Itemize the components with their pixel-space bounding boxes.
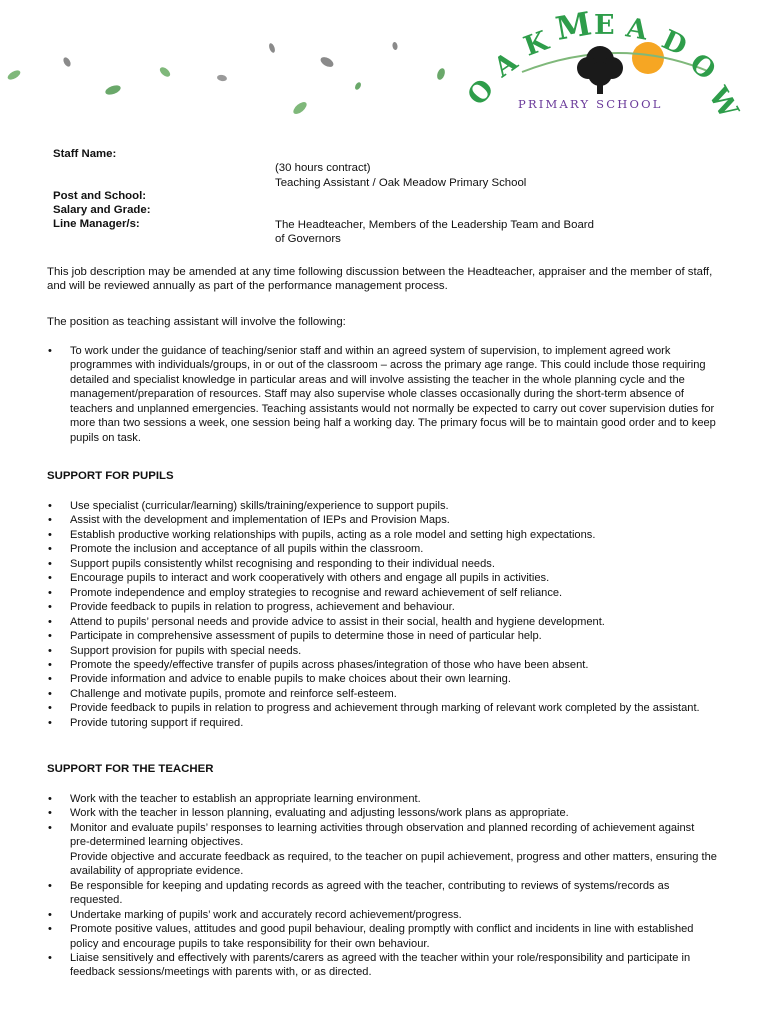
list-item-text: Work with the teacher in lesson planning, evaluating and adjusting lessons/work plans as appropriate.	[70, 807, 569, 820]
list-item-text: Promote the speedy/effective transfer of pupils across phases/integration of those who have been absent.	[70, 658, 589, 671]
pupils-support-list	[47, 499, 717, 730]
list-item: • Attend to pupils’ personal needs and provide advice to assist in their social, health and hygiene development.	[48, 615, 605, 628]
list-item: • Use specialist (curricular/learning) skills/training/experience to support pupils.	[48, 500, 449, 512]
list-item-text: Establish productive working relationships with pupils, acting as a role model and setting high expectations.	[70, 528, 596, 541]
list-item-text: Provide tutoring support if required.	[70, 716, 244, 729]
list-item: • Work with the teacher in lesson planning, evaluating and adjusting lessons/work plans as appropriate.	[48, 807, 569, 820]
list-item: • Support pupils consistently whilst recognising and responding to their individual needs.	[48, 557, 495, 570]
line-manager-label: Line Manager/s:	[53, 218, 140, 230]
post-label: Post and School:	[53, 190, 147, 202]
line-manager-value: The Headteacher, Members of the Leadership Team and Board	[275, 219, 594, 231]
contract-hours: (30 hours contract)	[275, 162, 371, 174]
staff-name-label: Staff Name:	[53, 148, 117, 160]
leaf-icon	[104, 84, 122, 97]
list-item-text: Use specialist (curricular/learning) skills/training/experience to support pupils.	[70, 500, 449, 512]
list-item: • Promote the inclusion and acceptance of all pupils within the classroom.	[48, 543, 424, 556]
leaf-icon	[158, 65, 172, 78]
list-item-text: Provide feedback to pupils in relation to progress and achievement through marking of relevant work completed by the assistant.	[70, 702, 700, 715]
list-item: • Be responsible for keeping and updating records as agreed with the teacher, contributing to reviews of systems/records as requested.	[48, 879, 670, 907]
list-item: • Monitor and evaluate pupils’ responses to learning activities through observation and planned recording of achievement against pre-determined learning objectives. Provide objective and accurate feedback as required, to the teacher on pupil achievement, progress and other matters, ensuring the availability of appropriate evidence.	[48, 821, 717, 878]
overview-list	[47, 344, 717, 445]
list-item: • Undertake marking of pupils’ work and accurately record achievement/progress.	[48, 908, 462, 921]
list-item-text: Support pupils consistently whilst recognising and responding to their individual needs.	[70, 557, 495, 570]
leaves-decoration	[0, 0, 470, 130]
list-item-text: Promote independence and employ strategies to recognise and reward achievement of self reliance.	[70, 586, 563, 599]
logo-letter: M	[552, 4, 595, 48]
list-item-text: Assist with the development and implementation of IEPs and Provision Maps.	[70, 514, 450, 527]
list-item-text: Be responsible for keeping and updating records as agreed with the teacher, contributing to reviews of systems/records as requested.	[70, 879, 670, 907]
intro-paragraph: This job description may be amended at any time following discussion between the Headteacher, appraiser and the member of staff, and will be reviewed annually as part of the performance management process.	[47, 266, 713, 293]
logo-letter: A	[488, 46, 524, 84]
section-heading-pupils: SUPPORT FOR PUPILS	[47, 470, 174, 482]
line-manager-value-cont: of Governors	[275, 233, 341, 245]
list-item-text: Provide feedback to pupils in relation to progress, achievement and behaviour.	[70, 601, 455, 614]
list-item-text: Participate in comprehensive assessment of pupils to determine those in need of particular help.	[70, 630, 542, 643]
list-item-continuation: Provide objective and accurate feedback as required, to the teacher on pupil achievement, progress and other matters, ensuring the availability of appropriate evidence.	[70, 850, 717, 878]
list-item: • Encourage pupils to interact and work cooperatively with others and engage all pupils in activities.	[48, 572, 550, 585]
list-item-text: Promote positive values, attitudes and good pupil behaviour, dealing promptly with conflict and incidents in line with established policy and encourage pupils to take responsibility for their own behaviour.	[70, 923, 694, 950]
logo-letter: E	[594, 10, 615, 41]
leaf-icon	[62, 56, 72, 68]
list-item: • Provide feedback to pupils in relation to progress and achievement through marking of relevant work completed by the assistant.	[48, 702, 700, 715]
list-item-text: Work with the teacher to establish an appropriate learning environment.	[70, 793, 421, 805]
list-item: • Provide information and advice to enable pupils to make choices about their own learning.	[48, 673, 511, 686]
list-item-text: Provide information and advice to enable pupils to make choices about their own learning.	[70, 673, 511, 686]
list-item-text: Encourage pupils to interact and work cooperatively with others and engage all pupils in activities.	[70, 572, 550, 585]
list-item: • Promote independence and employ strategies to recognise and reward achievement of self reliance.	[48, 586, 563, 599]
logo-letter: O	[683, 47, 722, 87]
leaf-icon	[268, 42, 276, 53]
leaf-icon	[291, 100, 308, 116]
leaf-icon	[436, 67, 447, 81]
logo-letter: D	[657, 24, 692, 63]
list-item: • Promote positive values, attitudes and good pupil behaviour, dealing promptly with conflict and incidents in line with established policy and encourage pupils to take responsibility for their own behaviour.	[48, 923, 694, 950]
logo-letter: K	[519, 25, 553, 63]
list-item: • Challenge and motivate pupils, promote and reinforce self-esteem.	[48, 687, 397, 700]
list-item: • Provide feedback to pupils in relation to progress, achievement and behaviour.	[48, 601, 455, 614]
salary-label: Salary and Grade:	[53, 204, 151, 216]
logo-subtitle: PRIMARY SCHOOL	[518, 97, 663, 111]
leaf-icon	[354, 81, 362, 90]
list-item-text: Support provision for pupils with special needs.	[70, 644, 302, 657]
list-item-text: Attend to pupils’ personal needs and provide advice to assist in their social, health and hygiene development.	[70, 615, 605, 628]
list-item-text: Monitor and evaluate pupils’ responses to learning activities through observation and planned recording of achievement against pre-determined learning objectives.	[70, 821, 695, 849]
list-item: • Establish productive working relationships with pupils, acting as a role model and setting high expectations.	[48, 528, 596, 541]
list-item-text: Challenge and motivate pupils, promote and reinforce self-esteem.	[70, 687, 397, 700]
position-intro: The position as teaching assistant will involve the following:	[47, 316, 346, 328]
leaf-icon	[319, 55, 335, 69]
list-item: • To work under the guidance of teaching/senior staff and within an agreed system of supervision, to implement agreed work programmes with individuals/groups, in or out of the classroom – across the primary age range. This could include those requiring detailed and specialist knowledge in particular areas and will involve assisting the teacher in the whole planning cycle and the management/preparation of resources. Staff may also supervise whole classes occasionally during the short-term absence of teachers and unplanned emergencies. Teaching assistants would not normally be expected to carry out cover supervision duties for more than two sessions a week, one session being half a working day. The primary focus will be to maintain good order and to keep pupils on task.	[48, 345, 716, 444]
list-item: • Work with the teacher to establish an appropriate learning environment.	[48, 793, 421, 805]
list-item: • Assist with the development and implementation of IEPs and Provision Maps.	[48, 514, 450, 527]
logo-letter: W	[701, 82, 744, 124]
leaf-icon	[392, 42, 398, 51]
list-item-text: Liaise sensitively and effectively with parents/carers as agreed with the teacher within your role/responsibility and participate in feedback sessions/meetings with parents with, or as directed.	[70, 951, 691, 979]
section-heading-teacher: SUPPORT FOR THE TEACHER	[47, 763, 214, 775]
list-item-text: Promote the inclusion and acceptance of all pupils within the classroom.	[70, 543, 424, 556]
list-item: • Promote the speedy/effective transfer of pupils across phases/integration of those who have been absent.	[48, 658, 589, 671]
leaf-icon	[6, 68, 22, 81]
post-value: Teaching Assistant / Oak Meadow Primary School	[275, 177, 527, 189]
list-item-text: To work under the guidance of teaching/senior staff and within an agreed system of supervision, to implement agreed work programmes with individuals/groups, in or out of the classroom – across the primary age range. This could include those requiring detailed and specialist knowledge in particular areas and will involve assisting the teacher in the whole planning cycle and the management/preparation of resources. Staff may also supervise whole classes occasionally during the short-term absence of teachers and unplanned emergencies. Teaching assistants would not normally be expected to carry out cover supervision duties for more than two sessions a week, one session being half a working day. The primary focus will be to maintain good order and to keep pupils on task.	[70, 345, 716, 444]
list-item: • Support provision for pupils with special needs.	[48, 644, 302, 657]
logo-letter: A	[623, 12, 650, 47]
logo-letter: O	[461, 73, 501, 112]
teacher-support-list	[47, 792, 717, 980]
list-item-text: Undertake marking of pupils’ work and accurately record achievement/progress.	[70, 908, 462, 921]
list-item: • Participate in comprehensive assessment of pupils to determine those in need of particular help.	[48, 630, 542, 643]
leaf-icon	[217, 74, 228, 82]
list-item: • Provide tutoring support if required.	[48, 716, 244, 729]
list-item: • Liaise sensitively and effectively with parents/carers as agreed with the teacher within your role/responsibility and participate in feedback sessions/meetings with parents with, or as directed.	[48, 951, 691, 979]
